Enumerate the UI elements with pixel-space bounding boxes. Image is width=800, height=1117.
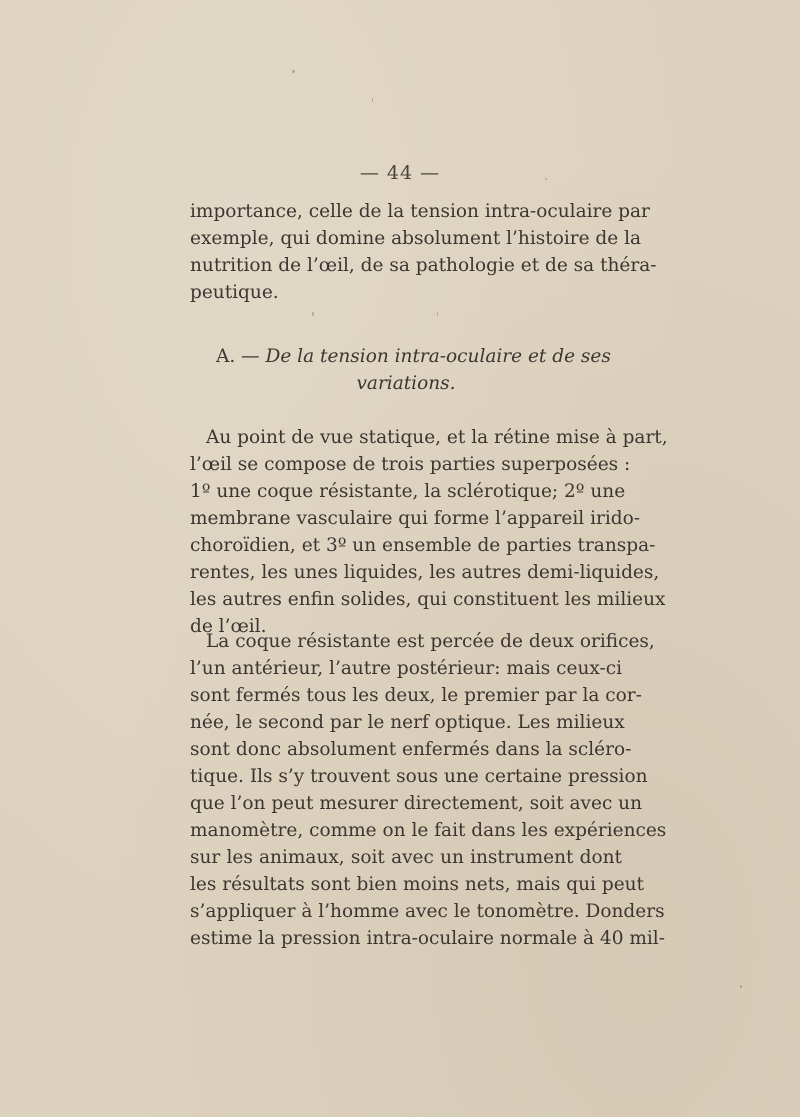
text-line: manomètre, comme on le fait dans les expériences (190, 820, 667, 841)
text-line: peutique. (190, 282, 279, 303)
text-line: l’un antérieur, l’autre postérieur: mais ceux-ci (190, 658, 623, 679)
text-line: rentes, les unes liquides, les autres demi-liquides, (190, 562, 660, 583)
paper-speck (437, 312, 438, 316)
paragraph-2 (190, 628, 667, 952)
text-line: La coque résistante est percée de deux orifices, (206, 631, 655, 652)
paper-speck (292, 70, 295, 73)
text-line: 1º une coque résistante, la sclérotique; 2º une (190, 481, 626, 502)
section-heading (190, 343, 622, 397)
paper-speck (372, 98, 373, 102)
text-line: tique. Ils s’y trouvent sous une certaine pression (190, 766, 648, 787)
text-line: les résultats sont bien moins nets, mais qui peut (190, 874, 644, 895)
paper-speck (740, 985, 742, 988)
text-line: s’appliquer à l’homme avec le tonomètre. Donders (190, 901, 665, 922)
text-line: sont fermés tous les deux, le premier par la cor- (190, 685, 642, 706)
section-heading-line-2 (190, 370, 622, 397)
text-line: que l’on peut mesurer directement, soit avec un (190, 793, 643, 814)
section-title-part-2: variations. (356, 373, 456, 394)
page-number: — 44 — (359, 162, 441, 184)
text-line: sur les animaux, soit avec un instrument dont (190, 847, 622, 868)
text-line: exemple, qui domine absolument l’histoire de la (190, 228, 642, 249)
text-line: les autres enfin solides, qui constituent les milieux (190, 589, 666, 610)
paper-speck (312, 312, 314, 316)
text-line: estime la pression intra-oculaire normale à 40 mil- (190, 928, 665, 949)
text-line: Au point de vue statique, et la rétine mise à part, (206, 427, 668, 448)
text-line: importance, celle de la tension intra-oculaire par (190, 201, 650, 222)
paragraph-1 (190, 424, 668, 640)
text-line: l’œil se compose de trois parties superposées : (190, 454, 631, 475)
text-line: nutrition de l’œil, de sa pathologie et de sa théra- (190, 255, 657, 276)
section-title-part-1: De la tension intra-oculaire et de ses (265, 346, 611, 367)
intro-paragraph (190, 198, 657, 306)
text-line: née, le second par le nerf optique. Les milieux (190, 712, 625, 733)
text-line: membrane vasculaire qui forme l’appareil irido- (190, 508, 640, 529)
section-prefix: A. — (216, 346, 260, 367)
text-line: choroïdien, et 3º un ensemble de parties transpa- (190, 535, 656, 556)
section-heading-line-1 (190, 343, 622, 370)
text-line: sont donc absolument enfermés dans la scléro- (190, 739, 632, 760)
text-line: de l’œil. (190, 616, 267, 637)
